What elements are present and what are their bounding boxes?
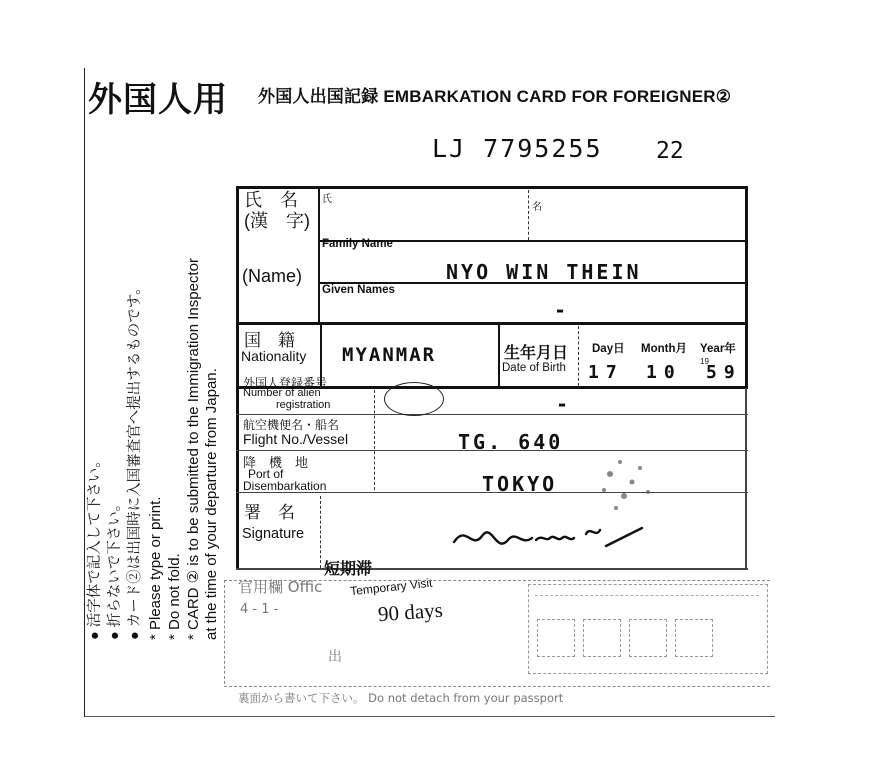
serial-suffix: 22 xyxy=(656,138,684,164)
alien-reg-value: - xyxy=(556,392,572,416)
flight-kanji-label: 航空機便名・船名 xyxy=(243,418,340,432)
nationality-value: MYANMAR xyxy=(342,344,437,366)
surname-kanji-label: 氏 xyxy=(322,194,332,205)
nationality-label: Nationality xyxy=(241,348,307,364)
alien-reg-kanji-label: 外国人登録番号 xyxy=(243,376,328,390)
instruction-line: at the time of your departure from Japan. xyxy=(203,368,220,640)
dob-year-label: Year年 xyxy=(700,343,736,355)
stamp-prefix: 4 - 1 - xyxy=(240,602,279,617)
signature-label: Signature xyxy=(242,526,305,542)
official-bottom-border xyxy=(224,686,770,688)
name-label: (Name) xyxy=(242,266,303,286)
port-label-2: Disembarkation xyxy=(243,479,327,493)
nationality-kanji-label: 国 籍 xyxy=(244,331,295,350)
official-left-border xyxy=(224,580,226,684)
signature-kanji-label: 署 名 xyxy=(244,503,295,522)
port-kanji-label: 降 機 地 xyxy=(243,455,309,470)
stamp-line-3: 90 days xyxy=(377,597,444,627)
instruction-line: ● 活字体で記入して下さい。 xyxy=(87,453,103,640)
instruction-line: * Please type or print. xyxy=(147,496,164,640)
official-use-label: 官用欄 Offic xyxy=(238,578,323,596)
departure-mark: 出 xyxy=(328,649,342,665)
alien-reg-oval xyxy=(384,382,444,416)
dob-label: Date of Birth xyxy=(502,362,566,374)
foreigner-use-tag: 外国人用 xyxy=(88,80,228,120)
name-kanji-label: 氏 名 (漢 字) xyxy=(244,190,310,231)
family-name-label: Family Name xyxy=(322,238,393,250)
dob-kanji-label: 生年月日 xyxy=(504,345,569,362)
flight-label: Flight No./Vessel xyxy=(243,431,349,447)
given-names-value: - xyxy=(554,298,570,322)
dob-month-value: 10 xyxy=(646,362,682,383)
embarkation-form xyxy=(236,186,748,570)
instruction-line: * CARD ② is to be submitted to the Immigration Inspector xyxy=(185,258,202,640)
port-label: Port of xyxy=(248,467,284,481)
official-grid xyxy=(528,584,768,674)
dob-day-label: Day日 xyxy=(592,343,625,355)
dob-month-label: Month月 xyxy=(641,343,687,355)
instruction-line: ● カード②は出国時に入国審査官へ提出するものです。 xyxy=(127,280,143,640)
alien-reg-label: Number of alien xyxy=(243,387,321,399)
instruction-line: ● 折らないで下さい。 xyxy=(107,496,123,640)
instruction-line: * Do not fold. xyxy=(166,553,183,640)
dob-year-prefix: 19 xyxy=(700,357,709,366)
stamp-line-2: Temporary Visit xyxy=(349,575,433,599)
port-value: TOKYO xyxy=(482,472,558,496)
stamp-line-1: 短期滞 xyxy=(324,559,373,578)
serial-number: LJ 7795255 xyxy=(432,134,603,163)
alien-reg-label-2: registration xyxy=(276,399,331,411)
flight-value: TG. 640 xyxy=(458,430,564,454)
dob-day-value: 17 xyxy=(588,362,624,383)
given-names-label: Given Names xyxy=(322,284,395,296)
instructions-panel xyxy=(87,120,220,640)
family-name-value: NYO WIN THEIN xyxy=(446,260,642,284)
official-footer: 裏面から書いて下さい。 Do not detach from your passport xyxy=(238,691,564,705)
given-kanji-label: 名 xyxy=(532,202,542,213)
dob-year-value: 59 xyxy=(706,362,742,383)
card-title: 外国人出国記録 EMBARKATION CARD FOR FOREIGNER② xyxy=(258,87,732,106)
official-top-border xyxy=(224,580,770,582)
faded-stamp-smudge xyxy=(580,452,660,522)
